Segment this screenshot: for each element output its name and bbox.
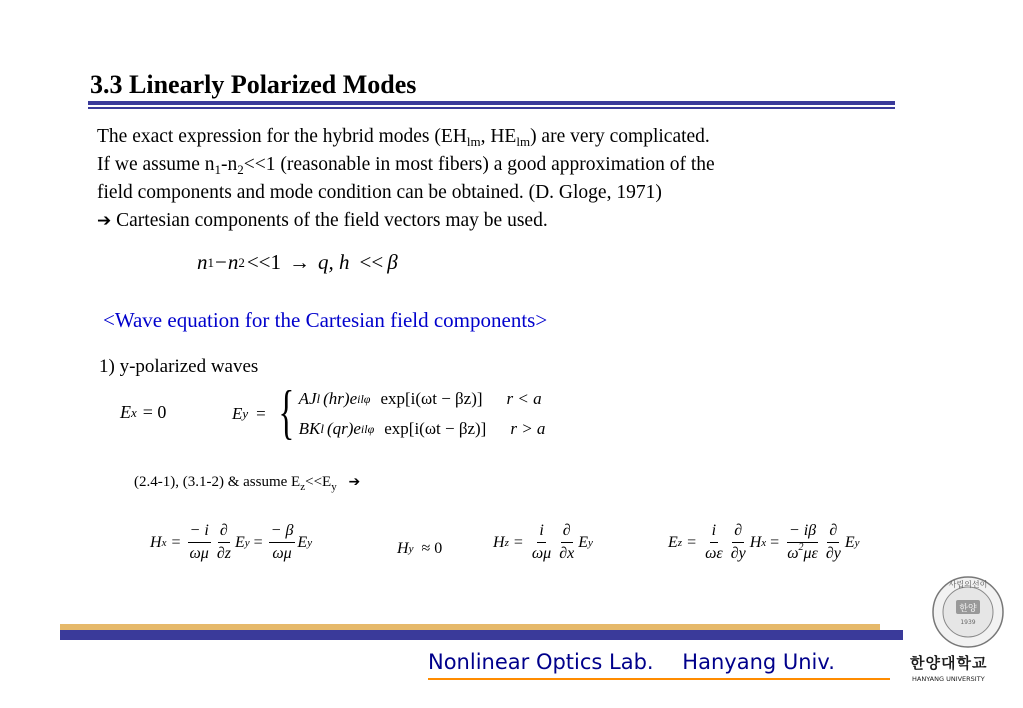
intro-line-3: field components and mode condition can be obtained. (D. Gloge, 1971) xyxy=(97,182,662,203)
fraction: $\frac{- \beta}{\omega\mu}$ xyxy=(270,522,294,562)
fraction: $\frac{\partial}{\partial x}$ xyxy=(559,522,575,562)
fraction: $\frac{i}{\omega\mu}$ xyxy=(531,522,552,562)
section-heading: <Wave equation for the Cartesian field components> xyxy=(103,308,548,332)
ey-equation: E y = { AJ l (hr)e ilφ exp[i(ωt − βz)] r < a BK l (qr)e ilφ exp[i(ωt − βz)] r > a xyxy=(232,379,546,445)
intro-line-4: ➔ Cartesian components of the field vectors may be used. xyxy=(97,210,548,231)
fraction: $\frac{i}{\omega\varepsilon}$ xyxy=(705,522,723,562)
ey-case-2: BK l (qr)e ilφ exp[i(ωt − βz)] r > a xyxy=(298,419,546,438)
footer-underline xyxy=(428,678,890,680)
seal-center-text: 한양 xyxy=(959,604,977,614)
fraction: $\frac{\partial}{\partial y}$ xyxy=(730,522,746,562)
footer-lab: Nonlinear Optics Lab. xyxy=(428,650,654,674)
ez-equation: E z = $\frac{i}{\omega\varepsilon}$ $\frac{\partial}{\partial y}$ H x = $\frac{- i\beta}{\omega^2\mu\varepsilon}$ $\frac{\partial}{\partial y}$ E y xyxy=(668,520,860,565)
hx-equation: H x = $\frac{- i}{\omega\mu}$ $\frac{\partial}{\partial z}$ E y = $\frac{- \beta}{\omega\mu}$ E y xyxy=(150,520,312,565)
ex-equation: E x = 0 xyxy=(120,402,167,422)
logo-wordmark-en: HANYANG UNIVERSITY xyxy=(912,675,985,683)
right-arrow-icon: ➔ xyxy=(348,474,361,490)
university-seal-logo xyxy=(920,574,1016,650)
footer-bar-blue xyxy=(60,630,903,640)
slide-title: 3.3 Linearly Polarized Modes xyxy=(90,70,417,99)
intro-line-1: The exact expression for the hybrid modes ($EH_{lm}$, $HE_{lm}$) are very complicated. xyxy=(97,126,710,149)
ypol-label: 1) y-polarized waves xyxy=(99,356,259,377)
fraction: $\frac{- i\beta}{\omega^2\mu\varepsilon}$ xyxy=(787,522,818,562)
seal-year: 1939 xyxy=(960,619,976,626)
fraction: $\frac{\partial}{\partial y}$ xyxy=(825,522,841,562)
title-rule-thin xyxy=(88,107,895,109)
approx-formula: n 1 − n 2 <<1 → q, h << β xyxy=(197,250,398,274)
hz-equation: H z = $\frac{i}{\omega\mu}$ $\frac{\partial}{\partial x}$ E y xyxy=(493,520,593,565)
ey-case-1: AJ l (hr)e ilφ exp[i(ωt − βz)] r < a xyxy=(298,389,542,408)
right-arrow-icon: ➔ xyxy=(97,211,112,231)
ey-cases xyxy=(299,384,546,444)
intro-paragraph xyxy=(97,123,715,235)
logo-wordmark: 한양대학교 xyxy=(910,654,988,672)
intro-line-2: If we assume $n_1-n_2<<1$ (reasonable in most fibers) a good approximation of the xyxy=(97,154,715,177)
footer-univ: Hanyang Univ. xyxy=(682,650,835,674)
hy-equation: H y ≈ 0 xyxy=(397,540,443,557)
seal-ring-text: 사립의선이 xyxy=(948,580,988,589)
assume-line: (2.4-1), (3.1-2) & assume $E_z<<E_y$ ➔ xyxy=(134,474,361,493)
fraction: $\frac{\partial}{\partial z}$ xyxy=(216,522,231,562)
left-brace: { xyxy=(278,379,295,445)
title-rule-thick xyxy=(88,101,895,105)
footer-text xyxy=(428,650,835,674)
fraction: $\frac{- i}{\omega\mu}$ xyxy=(189,522,209,562)
